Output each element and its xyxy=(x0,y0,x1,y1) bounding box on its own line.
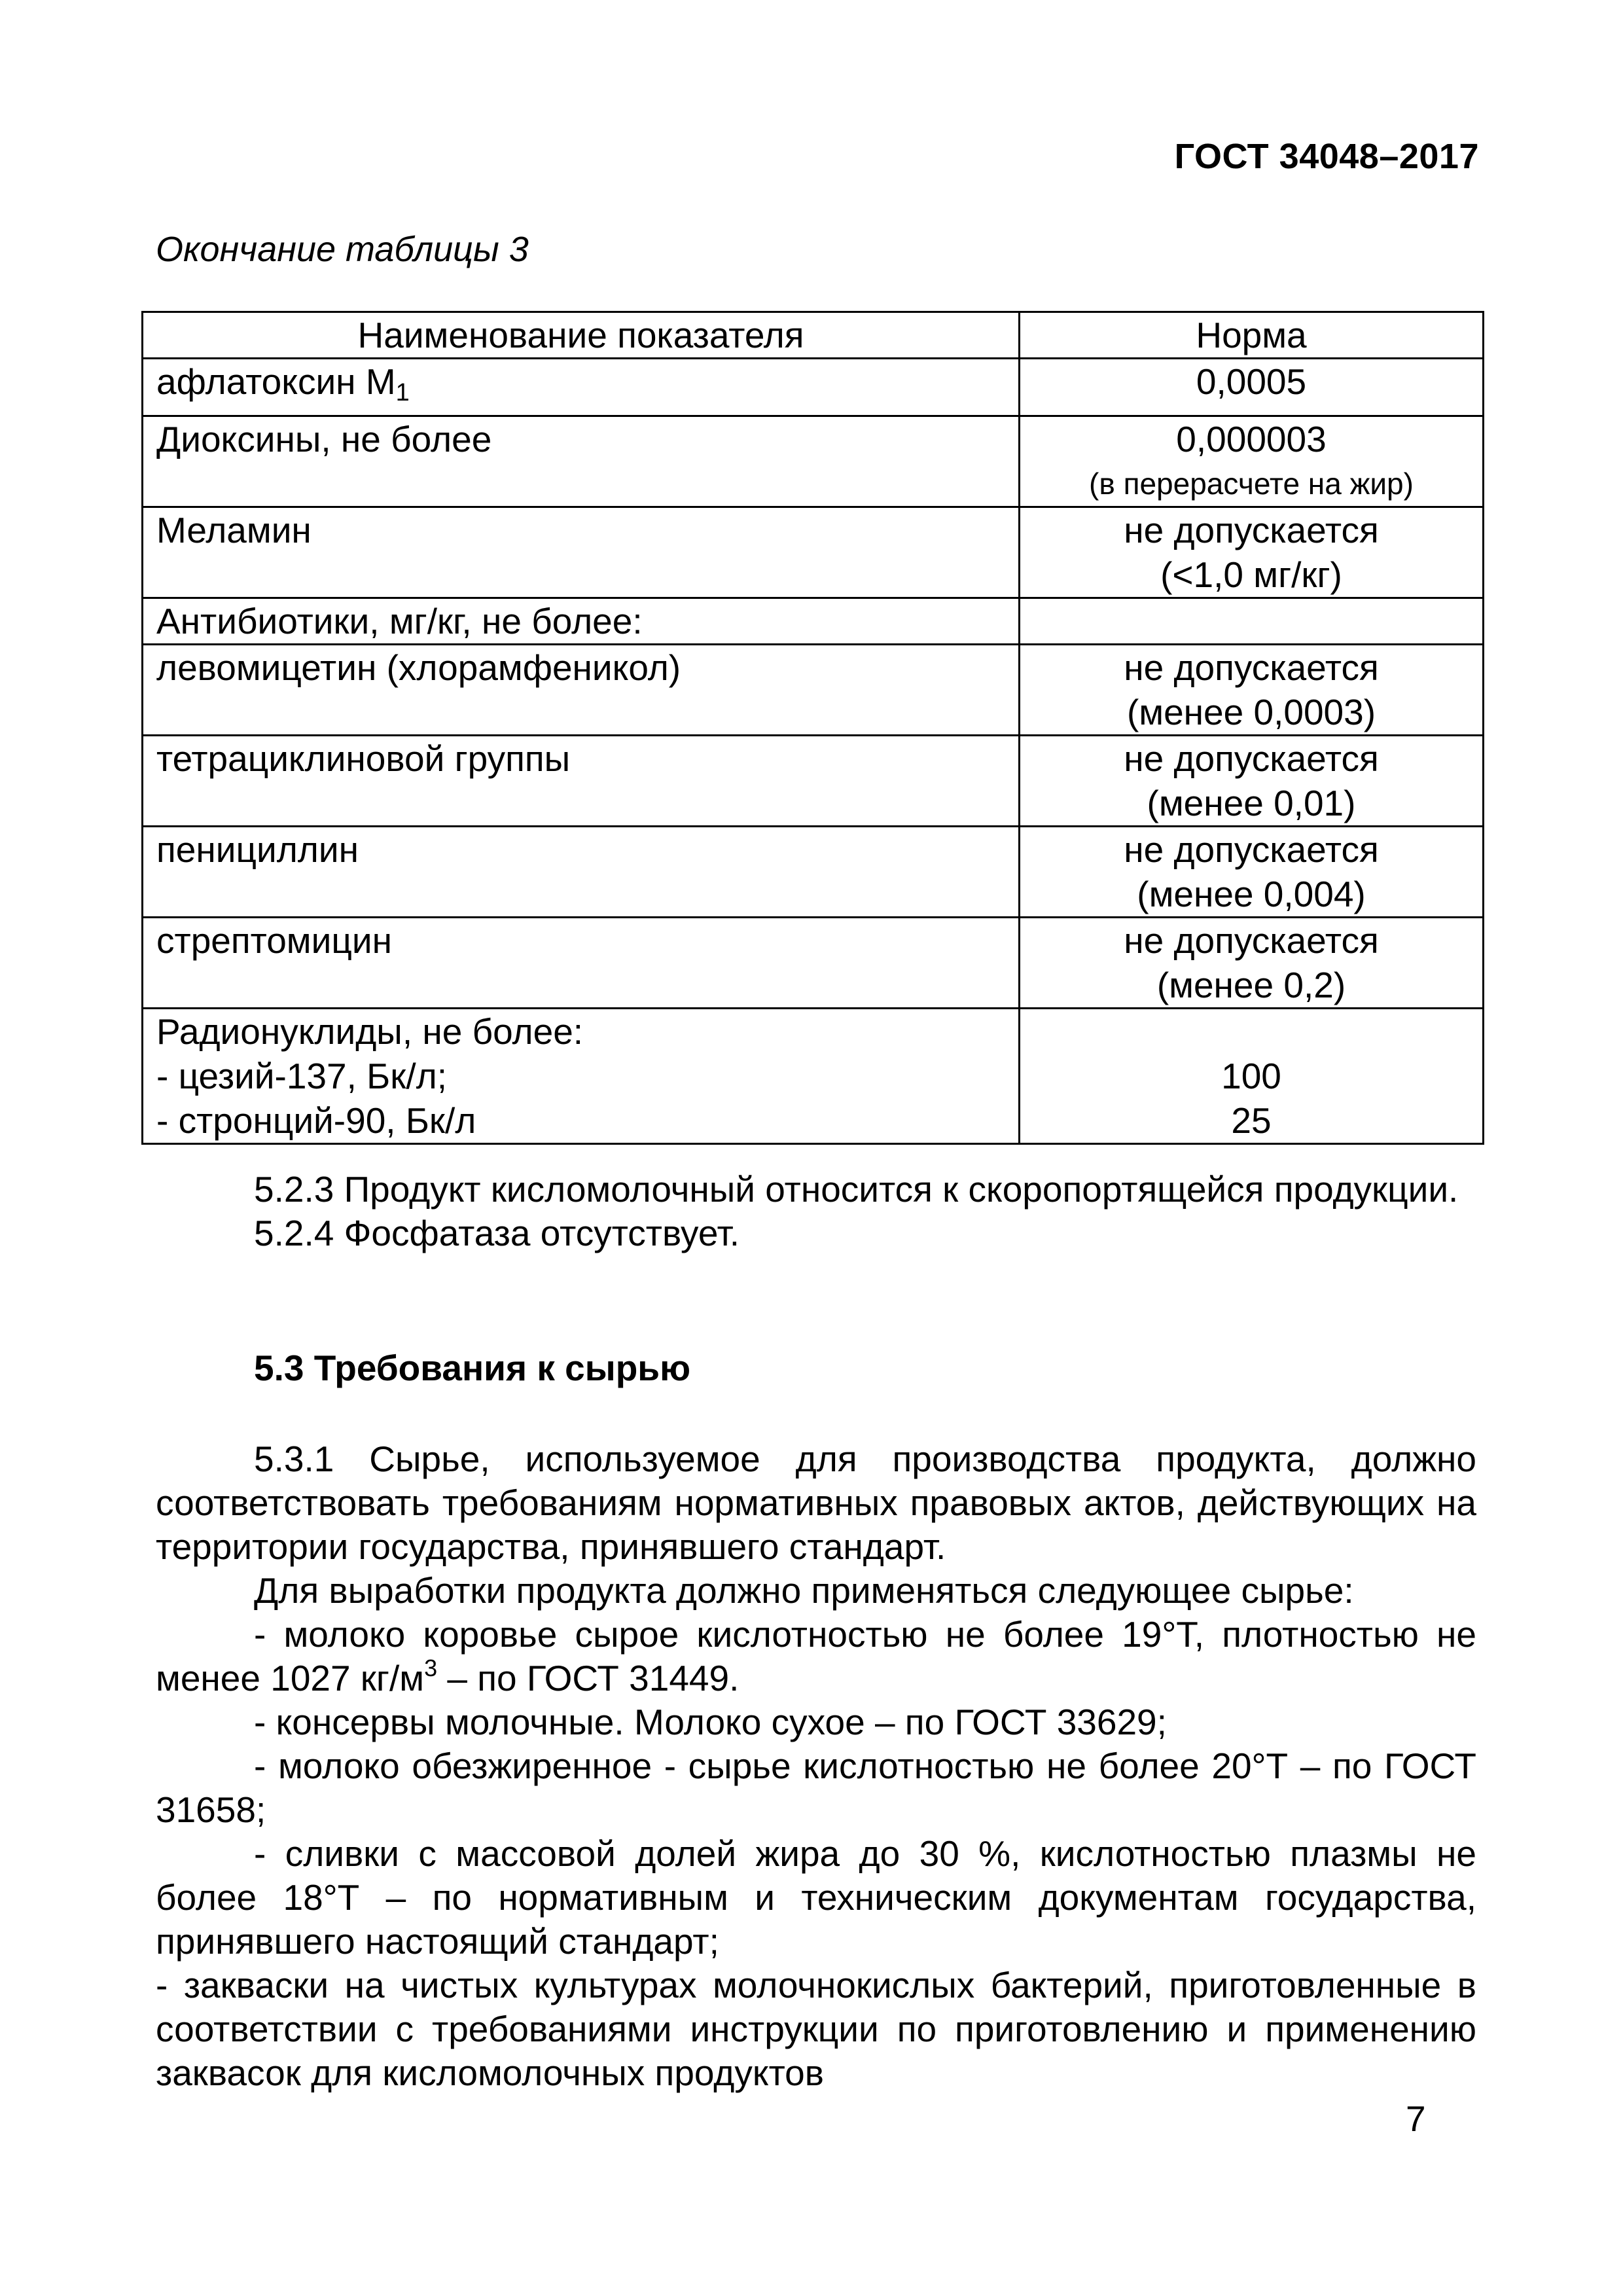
column-header-name: Наименование показателя xyxy=(143,312,1020,359)
table-row xyxy=(143,645,1484,736)
page-number: 7 xyxy=(1406,2098,1426,2139)
row-norm-value: не допускается xyxy=(1124,738,1379,779)
row-name: Антибиотики, мг/кг, не более: xyxy=(143,598,1020,645)
table-row xyxy=(143,827,1484,918)
row-name xyxy=(143,359,1020,416)
row-norm-value: не допускается xyxy=(1124,647,1379,688)
row-name-line: Радионуклиды, не более: xyxy=(156,1011,584,1052)
document-code: ГОСТ 34048–2017 xyxy=(1174,137,1479,176)
paragraph-raw-milk xyxy=(156,1613,1476,1700)
clauses-523-524 xyxy=(156,1168,1476,1255)
row-name-subscript: 1 xyxy=(395,379,410,406)
row-norm-value: 25 xyxy=(1231,1100,1272,1141)
row-norm-detail: (менее 0,0003) xyxy=(1126,692,1376,732)
clauses-531 xyxy=(156,1437,1476,2095)
raw-milk-text: - молоко коровье сырое кислотностью не более 19°Т, плотностью не менее 1027 кг/м xyxy=(156,1614,1476,1698)
row-name: пенициллин xyxy=(143,827,1020,918)
raw-milk-superscript: 3 xyxy=(424,1655,438,1681)
table-row xyxy=(143,1009,1484,1144)
table-row xyxy=(143,736,1484,827)
paragraph-5-3-1: 5.3.1 Сырье, используемое для производства продукта, должно соответствовать требованиям нормативных правовых актов, действующих на территории государства, принявшего стандарт. xyxy=(156,1439,1476,1567)
row-norm xyxy=(1020,736,1484,827)
row-name-line: - стронций-90, Бк/л xyxy=(156,1100,476,1141)
row-name xyxy=(143,1009,1020,1144)
paragraph-skim-milk: - молоко обезжиренное - сырье кислотностью не более 20°Т – по ГОСТ 31658; xyxy=(156,1746,1476,1830)
paragraph-5-2-3: 5.2.3 Продукт кисломолочный относится к скоропортящейся продукции. xyxy=(254,1169,1459,1210)
paragraph-5-2-4: 5.2.4 Фосфатаза отсутствует. xyxy=(254,1213,740,1253)
row-norm xyxy=(1020,416,1484,507)
row-norm-note: (в перерасчете на жир) xyxy=(1089,467,1414,501)
row-norm xyxy=(1020,827,1484,918)
row-norm xyxy=(1020,507,1484,598)
table-row xyxy=(143,507,1484,598)
row-norm-detail: (<1,0 мг/кг) xyxy=(1160,554,1342,595)
row-norm-value: 100 xyxy=(1221,1056,1281,1096)
row-norm-spacer xyxy=(1033,1009,1469,1054)
table-row xyxy=(143,918,1484,1009)
paragraph-starter: - закваски на чистых культурах молочнокислых бактерий, приготовленные в соответствии с требованиями инструкции по приготовлению и применению заквасок для кисломолочных продуктов xyxy=(156,1965,1476,2093)
row-name: Диоксины, не более xyxy=(143,416,1020,507)
row-name: стрептомицин xyxy=(143,918,1020,1009)
paragraph-cream: - сливки с массовой долей жира до 30 %, кислотностью плазмы не более 18°Т – по нормативным и техническим документам государства, принявшего настоящий стандарт; xyxy=(156,1833,1476,1962)
table-caption: Окончание таблицы 3 xyxy=(156,230,529,269)
paragraph-raw-intro: Для выработки продукта должно применяться следующее сырье: xyxy=(254,1570,1354,1611)
raw-milk-text-end: – по ГОСТ 31449. xyxy=(437,1658,740,1698)
row-norm: 0,0005 xyxy=(1020,359,1484,416)
row-name: левомицетин (хлорамфеникол) xyxy=(143,645,1020,736)
table-row xyxy=(143,359,1484,416)
row-norm xyxy=(1020,645,1484,736)
indicators-table xyxy=(141,311,1484,1145)
row-norm xyxy=(1020,918,1484,1009)
row-norm-detail: (менее 0,004) xyxy=(1137,874,1366,914)
table-row xyxy=(143,598,1484,645)
section-heading-5-3: 5.3 Требования к сырью xyxy=(254,1348,691,1388)
column-header-norm: Норма xyxy=(1020,312,1484,359)
row-name: Меламин xyxy=(143,507,1020,598)
table-row xyxy=(143,416,1484,507)
table-header-row xyxy=(143,312,1484,359)
row-norm-value: не допускается xyxy=(1124,920,1379,961)
row-norm-value: не допускается xyxy=(1124,510,1379,550)
row-name-text: афлатоксин M xyxy=(156,361,396,402)
row-norm xyxy=(1020,598,1484,645)
row-norm-detail: (менее 0,01) xyxy=(1147,783,1356,823)
row-norm-value: не допускается xyxy=(1124,829,1379,870)
paragraph-dry-milk: - консервы молочные. Молоко сухое – по ГОСТ 33629; xyxy=(254,1702,1167,1742)
row-name-line: - цезий-137, Бк/л; xyxy=(156,1056,447,1096)
row-name: тетрациклиновой группы xyxy=(143,736,1020,827)
row-norm-value: 0,000003 xyxy=(1176,419,1327,459)
row-norm-detail: (менее 0,2) xyxy=(1156,965,1346,1005)
row-norm xyxy=(1020,1009,1484,1144)
